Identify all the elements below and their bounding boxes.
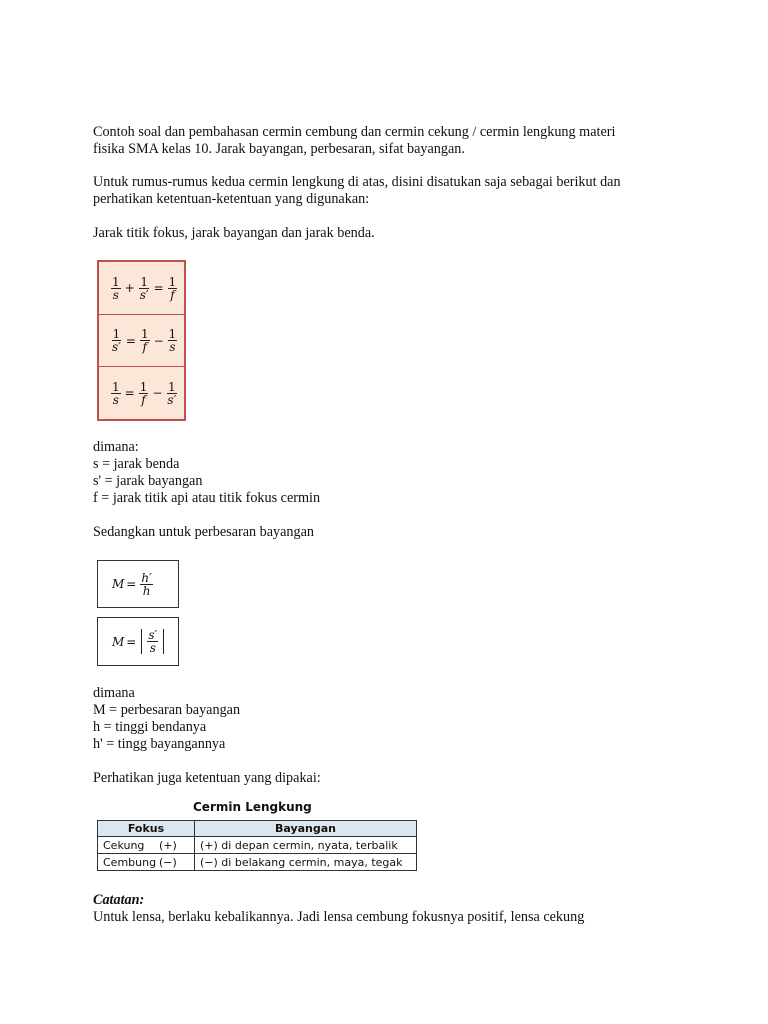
definition-line: h = tinggi bendanya — [93, 719, 207, 735]
table-header-row — [98, 821, 417, 837]
formula-row-1: $\frac{1}{s}$ + $\frac{1}{s'}$ = $\frac{1}{f}$ — [112, 274, 177, 302]
fokus-cell — [98, 837, 195, 854]
rumus-line-1: Untuk rumus-rumus kedua cermin lengkung di atas, disini disatukan saja sebagai berikut dan — [93, 174, 621, 190]
catatan-label: Catatan: — [93, 892, 145, 908]
ketentuan-table — [97, 820, 417, 871]
header-fokus: Fokus — [98, 821, 195, 837]
formula-row-2: $\frac{1}{s'}$ = $\frac{1}{f}$ − $\frac{1}{s}$ — [112, 327, 177, 354]
table-row — [98, 854, 417, 871]
intro-line-2: fisika SMA kelas 10. Jarak bayangan, perbesaran, sifat bayangan. — [93, 141, 465, 157]
mirror-formula-box — [97, 260, 186, 421]
formula-row-3: $\frac{1}{s}$ = $\frac{1}{f}$ − $\frac{1}{s'}$ — [112, 379, 177, 407]
rumus-line-2: perhatikan ketentuan-ketentuan yang digunakan: — [93, 191, 370, 207]
catatan-text: Untuk lensa, berlaku kebalikannya. Jadi lensa cembung fokusnya positif, lensa cekung — [93, 909, 585, 925]
perbesaran-heading: Sedangkan untuk perbesaran bayangan — [93, 524, 315, 540]
header-bayangan: Bayangan — [195, 821, 417, 837]
mirror-name: Cekung — [103, 838, 145, 852]
definition-line: s' = jarak bayangan — [93, 473, 203, 489]
intro-line-1: Contoh soal dan pembahasan cermin cembung dan cermin cekung / cermin lengkung materi — [93, 124, 616, 140]
definition-line: s = jarak benda — [93, 456, 180, 472]
fokus-cell — [98, 854, 195, 871]
definition-line: h' = tingg bayangannya — [93, 736, 226, 752]
magnification-formula-2: M = $\frac{s'}{s}$ — [98, 618, 178, 665]
bayangan-cell: (−) di belakang cermin, maya, tegak — [195, 854, 417, 871]
dimana-heading-2: dimana — [93, 685, 135, 701]
magnification-formula-1: M = $\frac{h'}{h}$ — [112, 570, 152, 598]
table-title: Cermin Lengkung — [193, 800, 312, 814]
definition-line: M = perbesaran bayangan — [93, 702, 241, 718]
definition-line: f = jarak titik api atau titik fokus cermin — [93, 490, 321, 506]
ketentuan-heading: Perhatikan juga ketentuan yang dipakai: — [93, 770, 321, 786]
sign: (−) — [159, 855, 177, 869]
magnification-formula-box-2 — [97, 617, 179, 666]
jarak-heading: Jarak titik fokus, jarak bayangan dan jarak benda. — [93, 225, 375, 241]
mirror-name: Cembung — [103, 855, 157, 869]
sign: (+) — [159, 838, 177, 852]
table-row — [98, 837, 417, 854]
dimana-heading: dimana: — [93, 439, 139, 455]
bayangan-cell: (+) di depan cermin, nyata, terbalik — [195, 837, 417, 854]
magnification-formula-box-1 — [97, 560, 179, 608]
